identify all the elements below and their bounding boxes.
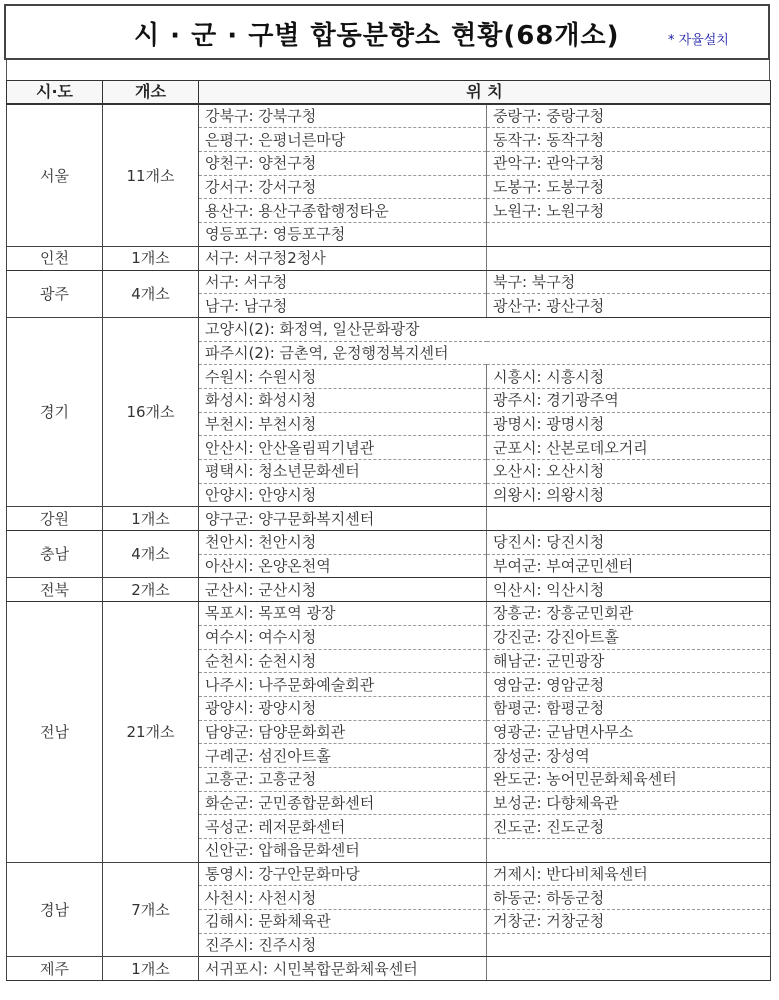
- count-cell: 7개소: [103, 862, 199, 957]
- location-cell: 아산시: 온양온천역: [199, 554, 487, 578]
- location-cell: 북구: 북구청: [487, 270, 771, 294]
- table-row: [7, 507, 771, 531]
- table-row: [7, 602, 771, 626]
- location-cell: 영광군: 군남면사무소: [487, 720, 771, 744]
- table-row: [7, 531, 771, 555]
- location-cell: 도봉구: 도봉구청: [487, 175, 771, 199]
- region-cell: 서울: [7, 104, 103, 246]
- location-cell: 강북구: 강북구청: [199, 104, 487, 128]
- location-cell: 보성군: 다향체육관: [487, 791, 771, 815]
- count-cell: 4개소: [103, 531, 199, 578]
- count-cell: 1개소: [103, 957, 199, 981]
- location-cell: 함평군: 함평군청: [487, 696, 771, 720]
- location-cell: 진주시: 진주시청: [199, 933, 487, 957]
- count-cell: 11개소: [103, 104, 199, 246]
- table-body: [7, 104, 771, 980]
- location-cell: 오산시: 오산시청: [487, 460, 771, 484]
- location-cell: 통영시: 강구안문화마당: [199, 862, 487, 886]
- region-cell: 경기: [7, 317, 103, 507]
- memorial-altar-table: [6, 80, 771, 981]
- region-cell: 인천: [7, 246, 103, 270]
- location-cell: 광명시: 광명시청: [487, 412, 771, 436]
- location-cell: 장흥군: 장흥군민회관: [487, 602, 771, 626]
- table-header-row: [7, 81, 771, 105]
- page-title: 시 · 군 · 구별 합동분향소 현황(68개소): [134, 21, 620, 51]
- location-cell: 영등포구: 영등포구청: [199, 223, 487, 247]
- count-cell: 1개소: [103, 246, 199, 270]
- location-cell: 관악구: 관악구청: [487, 152, 771, 176]
- location-cell: 용산구: 용산구종합행정타운: [199, 199, 487, 223]
- location-cell: 순천시: 순천시청: [199, 649, 487, 673]
- location-cell: 익산시: 익산시청: [487, 578, 771, 602]
- header-location: 위 치: [199, 81, 771, 105]
- location-cell: 화성시: 화성시청: [199, 388, 487, 412]
- location-cell: [487, 246, 771, 270]
- table-row: [7, 317, 771, 341]
- location-cell: 서귀포시: 시민복합문화체육센터: [199, 957, 487, 981]
- title-gap: [6, 60, 770, 80]
- location-cell: 시흥시: 시흥시청: [487, 365, 771, 389]
- location-cell: 광양시: 광양시청: [199, 696, 487, 720]
- location-cell: 군포시: 산본로데오거리: [487, 436, 771, 460]
- table-row: [7, 957, 771, 981]
- table-row: [7, 270, 771, 294]
- location-cell: 진도군: 진도군청: [487, 815, 771, 839]
- location-cell: 강서구: 강서구청: [199, 175, 487, 199]
- location-cell: 고흥군: 고흥군청: [199, 767, 487, 791]
- location-cell: 고양시(2): 화정역, 일산문화광장: [199, 317, 771, 341]
- location-cell: 양천구: 양천구청: [199, 152, 487, 176]
- location-cell: 은평구: 은평너른마당: [199, 128, 487, 152]
- region-cell: 경남: [7, 862, 103, 957]
- region-cell: 충남: [7, 531, 103, 578]
- location-cell: 해남군: 군민광장: [487, 649, 771, 673]
- location-cell: 의왕시: 의왕시청: [487, 483, 771, 507]
- location-cell: 당진시: 당진시청: [487, 531, 771, 555]
- location-cell: 안양시: 안양시청: [199, 483, 487, 507]
- location-cell: 영암군: 영암군청: [487, 673, 771, 697]
- region-cell: 제주: [7, 957, 103, 981]
- location-cell: 천안시: 천안시청: [199, 531, 487, 555]
- table-row: [7, 246, 771, 270]
- location-cell: 완도군: 농어민문화체육센터: [487, 767, 771, 791]
- location-cell: 곡성군: 레저문화센터: [199, 815, 487, 839]
- location-cell: 거제시: 반다비체육센터: [487, 862, 771, 886]
- location-cell: 화순군: 군민종합문화센터: [199, 791, 487, 815]
- region-cell: 광주: [7, 270, 103, 317]
- location-cell: 동작구: 동작구청: [487, 128, 771, 152]
- location-cell: 남구: 남구청: [199, 294, 487, 318]
- location-cell: 수원시: 수원시청: [199, 365, 487, 389]
- title-box: [4, 4, 770, 60]
- header-region: 시·도: [7, 81, 103, 105]
- location-cell: [487, 839, 771, 863]
- location-cell: 신안군: 압해읍문화센터: [199, 839, 487, 863]
- location-cell: 김해시: 문화체육관: [199, 910, 487, 934]
- location-cell: 광주시: 경기광주역: [487, 388, 771, 412]
- table-row: [7, 104, 771, 128]
- location-cell: 광산구: 광산구청: [487, 294, 771, 318]
- region-cell: 전남: [7, 602, 103, 863]
- location-cell: 파주시(2): 금촌역, 운정행정복지센터: [199, 341, 771, 365]
- location-cell: 거창군: 거창군청: [487, 910, 771, 934]
- self-installed-note: * 자율설치: [668, 33, 729, 48]
- count-cell: 21개소: [103, 602, 199, 863]
- count-cell: 2개소: [103, 578, 199, 602]
- location-cell: 양구군: 양구문화복지센터: [199, 507, 487, 531]
- count-cell: 4개소: [103, 270, 199, 317]
- location-cell: [487, 957, 771, 981]
- location-cell: 군산시: 군산시청: [199, 578, 487, 602]
- location-cell: 부천시: 부천시청: [199, 412, 487, 436]
- count-cell: 1개소: [103, 507, 199, 531]
- table-row: [7, 578, 771, 602]
- location-cell: 사천시: 사천시청: [199, 886, 487, 910]
- location-cell: 여수시: 여수시청: [199, 625, 487, 649]
- table-row: [7, 862, 771, 886]
- location-cell: 강진군: 강진아트홀: [487, 625, 771, 649]
- location-cell: 목포시: 목포역 광장: [199, 602, 487, 626]
- location-cell: [487, 223, 771, 247]
- location-cell: 부여군: 부여군민센터: [487, 554, 771, 578]
- location-cell: 장성군: 장성역: [487, 744, 771, 768]
- location-cell: 담양군: 담양문화회관: [199, 720, 487, 744]
- location-cell: 나주시: 나주문화예술회관: [199, 673, 487, 697]
- location-cell: 하동군: 하동군청: [487, 886, 771, 910]
- location-cell: 노원구: 노원구청: [487, 199, 771, 223]
- region-cell: 강원: [7, 507, 103, 531]
- location-cell: 안산시: 안산올림픽기념관: [199, 436, 487, 460]
- location-cell: [487, 933, 771, 957]
- region-cell: 전북: [7, 578, 103, 602]
- location-cell: 중랑구: 중랑구청: [487, 104, 771, 128]
- location-cell: 서구: 서구청: [199, 270, 487, 294]
- location-cell: 구례군: 섬진아트홀: [199, 744, 487, 768]
- location-cell: 평택시: 청소년문화센터: [199, 460, 487, 484]
- location-cell: 서구: 서구청2청사: [199, 246, 487, 270]
- count-cell: 16개소: [103, 317, 199, 507]
- header-count: 개소: [103, 81, 199, 105]
- location-cell: [487, 507, 771, 531]
